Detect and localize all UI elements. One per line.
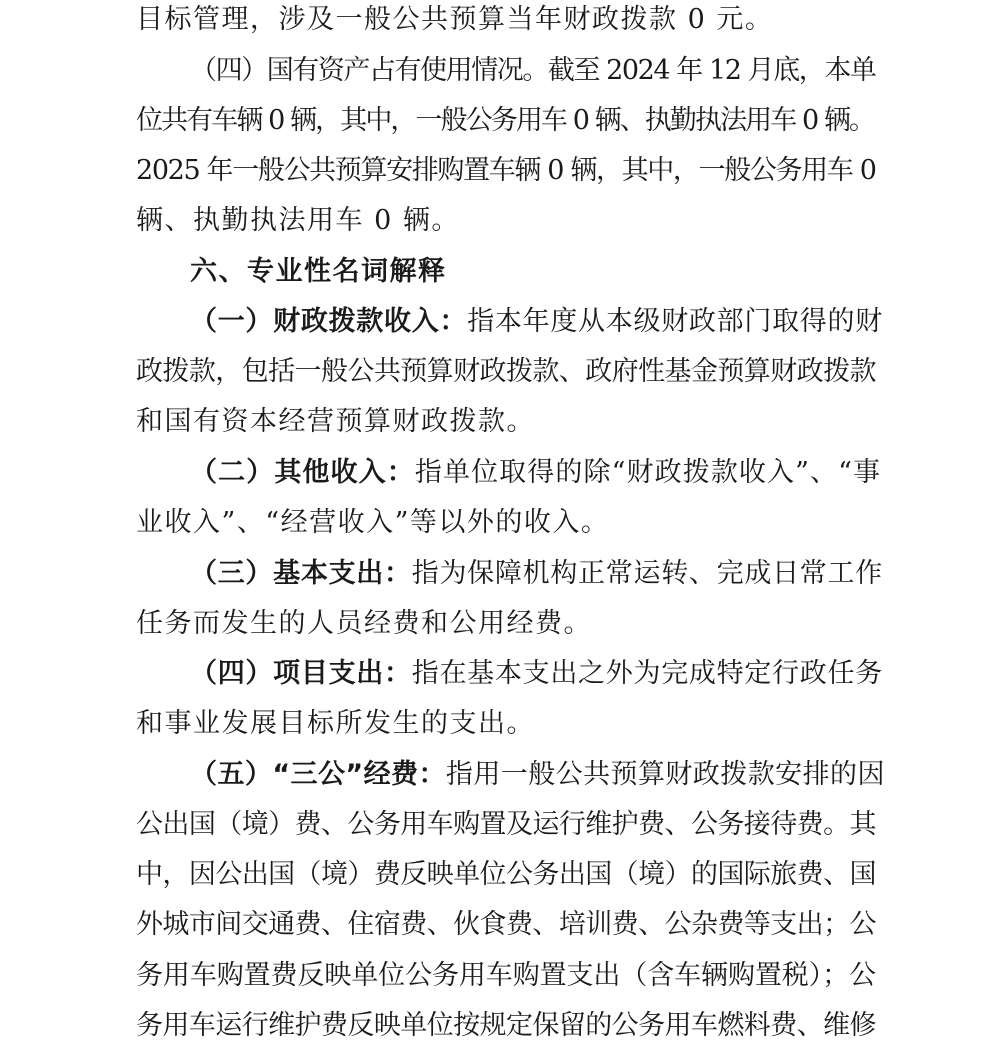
term-label: （三）基本支出： [190, 558, 412, 589]
term-label: （一）财政拨款收入： [190, 306, 468, 337]
term-label: （四）项目支出： [190, 658, 412, 689]
term-definition: 指用一般公共预算财政拨款安排的因 [445, 759, 885, 790]
paragraph-line: 务用车购置费反映单位公务用车购置支出（含车辆购置税）；公 [136, 960, 876, 991]
term-label: （五）“三公”经费： [190, 759, 446, 790]
paragraph-line: 目标管理，涉及一般公共预算当年财政拨款 0 元。 [136, 4, 774, 35]
definition-line [190, 761, 885, 788]
definition-line [190, 660, 883, 687]
paragraph-line: 务用车运行维护费反映单位按规定保留的公务用车燃料费、维修 [136, 1010, 876, 1041]
term-label: （二）其他收入： [190, 457, 415, 488]
paragraph-line: 业收入”、“经营收入”等以外的收入。 [136, 507, 610, 538]
paragraph-line: 中，因公出国（境）费反映单位公务出国（境）的国际旅费、国 [136, 859, 876, 890]
paragraph-line: 和国有资本经营预算财政拨款。 [136, 406, 535, 437]
term-definition: 指在基本支出之外为完成特定行政任务 [411, 658, 883, 689]
paragraph-line: 2025 年一般公共预算安排购置车辆 0 辆，其中，一般公务用车 0 [136, 155, 876, 186]
definition-line [190, 560, 883, 587]
paragraph-line: 外城市间交通费、住宿费、伙食费、培训费、公杂费等支出；公 [136, 909, 876, 940]
definition-line [190, 459, 881, 486]
term-definition: 指单位取得的除“财政拨款收入”、“事 [414, 457, 882, 488]
paragraph-line: 和事业发展目标所发生的支出。 [136, 708, 535, 739]
paragraph-line: （四）国有资产占有使用情况。截至 2024 年 12 月底，本单 [190, 55, 876, 86]
definition-line [190, 308, 883, 335]
section-heading: 六、专业性名词解释 [190, 256, 447, 287]
term-definition: 指为保障机构正常运转、完成日常工作 [411, 558, 883, 589]
paragraph-line: 位共有车辆 0 辆，其中，一般公务用车 0 辆、执勤执法用车 0 辆。 [136, 105, 875, 136]
paragraph-line: 任务而发生的人员经费和公用经费。 [136, 608, 592, 639]
paragraph-line: 政拨款，包括一般公共预算财政拨款、政府性基金预算财政拨款 [136, 356, 876, 387]
paragraph-line: 公出国（境）费、公务用车购置及运行维护费、公务接待费。其 [136, 809, 876, 840]
term-definition: 指本年度从本级财政部门取得的财 [467, 306, 883, 337]
paragraph-line: 辆、执勤执法用车 0 辆。 [136, 205, 460, 236]
